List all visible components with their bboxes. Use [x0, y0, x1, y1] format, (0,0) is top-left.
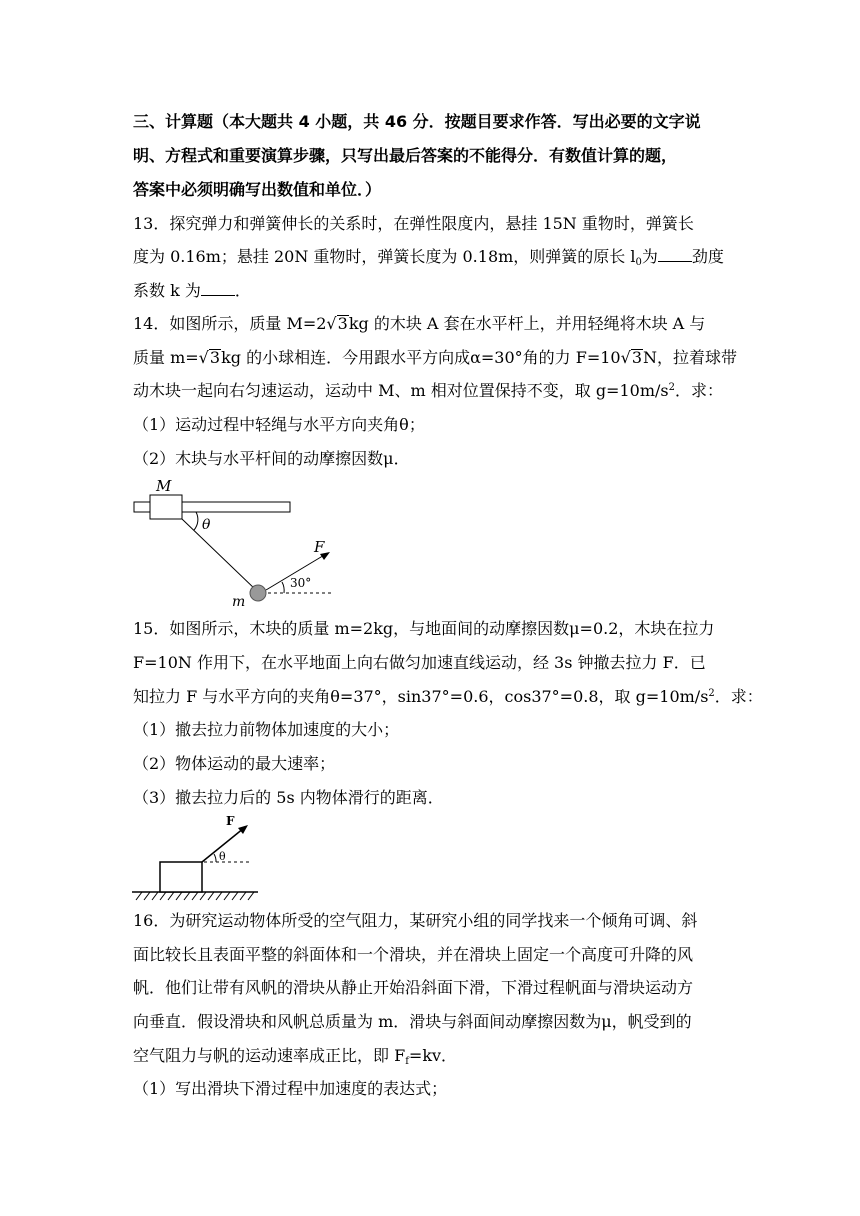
- q15-subquestion-2: （2）物体运动的最大速率；: [133, 754, 336, 773]
- q13-text-c: 劲度: [691, 247, 724, 266]
- q14-sqrt-value-2: 3: [209, 348, 221, 367]
- label-M: M: [156, 477, 172, 495]
- q14-superscript: 2: [668, 382, 675, 393]
- rope-line: [182, 519, 258, 592]
- q13-subscript: 0: [635, 257, 642, 268]
- q13-answer-blank-2[interactable]: [201, 281, 235, 296]
- q15-text-a: 知拉力 F 与水平方向的夹角θ=37°，sin37°=0.6，cos37°=0.8，取 g=10m/s: [133, 687, 709, 706]
- q13-line-2: [133, 247, 724, 267]
- q14-sqrt-value: 3: [337, 314, 348, 333]
- ground-hatching: [136, 892, 254, 900]
- ball-m: [250, 585, 266, 601]
- label-angle: 30°: [290, 576, 312, 590]
- q16-line-1: 16．为研究运动物体所受的空气阻力，某研究小组的同学找来一个倾角可调、斜: [133, 911, 698, 930]
- q16-subquestion-1: （1）写出滑块下滑过程中加速度的表达式；: [133, 1079, 448, 1098]
- q15-figure: [128, 812, 268, 902]
- q13-text-d: 系数 k 为: [133, 281, 201, 300]
- q16-line-4: 向垂直．假设滑块和风帆总质量为 m．滑块与斜面间动摩擦因数为μ，帆受到的: [133, 1012, 692, 1031]
- q14-line-2: [133, 348, 737, 368]
- q14-figure: [128, 474, 358, 608]
- q13-text-e: ．: [234, 281, 251, 300]
- q13-line-1: 13．探究弹力和弹簧伸长的关系时，在弹性限度内，悬挂 15N 重物时，弹簧长: [133, 214, 694, 233]
- pull-force-arrowhead-icon: [238, 825, 248, 834]
- section-heading-line-3: 答案中必须明确写出数值和单位．）: [133, 180, 382, 199]
- q15-text-b: ．求：: [714, 687, 763, 706]
- q16-text-b: =kv．: [408, 1046, 458, 1065]
- sqrt-icon: √: [326, 314, 337, 333]
- q15-line-2: F=10N 作用下，在水平地面上向右做匀加速直线运动，经 3s 钟撤去拉力 F．已: [133, 653, 706, 672]
- q13-text-a: 度为 0.16m；悬挂 20N 重物时，弹簧长度为 0.18m，则弹簧的原长 l: [133, 247, 636, 266]
- section-heading-line-1: 三、计算题（本大题共 4 小题，共 46 分．按题目要求作答．写出必要的文字说: [133, 112, 701, 131]
- q15-line-3: [133, 687, 763, 707]
- q15-subquestion-3: （3）撤去拉力后的 5s 内物体滑行的距离．: [133, 788, 444, 807]
- label-theta: θ: [219, 850, 226, 863]
- block-M: [150, 495, 182, 519]
- q16-subscript: f: [405, 1056, 409, 1067]
- sqrt-icon: √: [198, 348, 209, 367]
- q14-subquestion-2: （2）木块与水平杆间的动摩擦因数μ．: [133, 449, 410, 468]
- q14-text-b: kg 的木块 A 套在水平杆上，并用轻绳将木块 A 与: [348, 314, 706, 333]
- q13-answer-blank-1[interactable]: [658, 247, 692, 262]
- q14-line-1: [133, 314, 705, 334]
- section-heading-line-2: 明、方程式和重要演算步骤，只写出最后答案的不能得分．有数值计算的题，: [133, 146, 678, 165]
- angle-arc: [282, 582, 284, 593]
- q15-line-1: 15．如图所示，木块的质量 m=2kg，与地面间的动摩擦因数μ=0.2，木块在拉力: [133, 619, 715, 638]
- q15-subquestion-1: （1）撤去拉力前物体加速度的大小；: [133, 720, 400, 739]
- q14-text-g: ．求：: [674, 381, 723, 400]
- label-theta: θ: [202, 517, 211, 533]
- q14-sqrt-value-3: 3: [631, 348, 643, 367]
- q13-line-3: [133, 281, 251, 301]
- block-box: [160, 862, 202, 892]
- q16-line-2: 面比较长且表面平整的斜面体和一个滑块，并在滑块上固定一个高度可升降的风: [133, 945, 694, 964]
- q14-text-d: kg 的小球相连．今用跟水平方向成α=30°角的力 F=10: [221, 348, 621, 367]
- q14-text-c: 质量 m=: [133, 348, 199, 367]
- label-F: F: [226, 814, 235, 828]
- q16-line-3: 帆．他们让带有风帆的滑块从静止开始沿斜面下滑，下滑过程帆面与滑块运动方: [133, 978, 694, 997]
- label-F: F: [314, 538, 325, 556]
- label-m: m: [232, 594, 246, 608]
- sqrt-icon: √: [620, 348, 631, 367]
- theta-arc: [214, 854, 216, 862]
- theta-arc: [194, 512, 198, 530]
- q14-text-f: 动木块一起向右匀速运动，运动中 M、m 相对位置保持不变，取 g=10m/s: [133, 381, 669, 400]
- q15-superscript: 2: [708, 688, 715, 699]
- q14-subquestion-1: （1）运动过程中轻绳与水平方向夹角θ；: [133, 415, 425, 434]
- q13-text-b: 为: [641, 247, 658, 266]
- q14-line-3: [133, 381, 723, 401]
- q14-text-e: N，拉着球带: [643, 348, 738, 367]
- q16-line-5: [133, 1046, 457, 1066]
- q16-text-a: 空气阻力与帆的运动速率成正比，即 F: [133, 1046, 406, 1065]
- q14-text-a: 14．如图所示，质量 M=2: [133, 314, 327, 333]
